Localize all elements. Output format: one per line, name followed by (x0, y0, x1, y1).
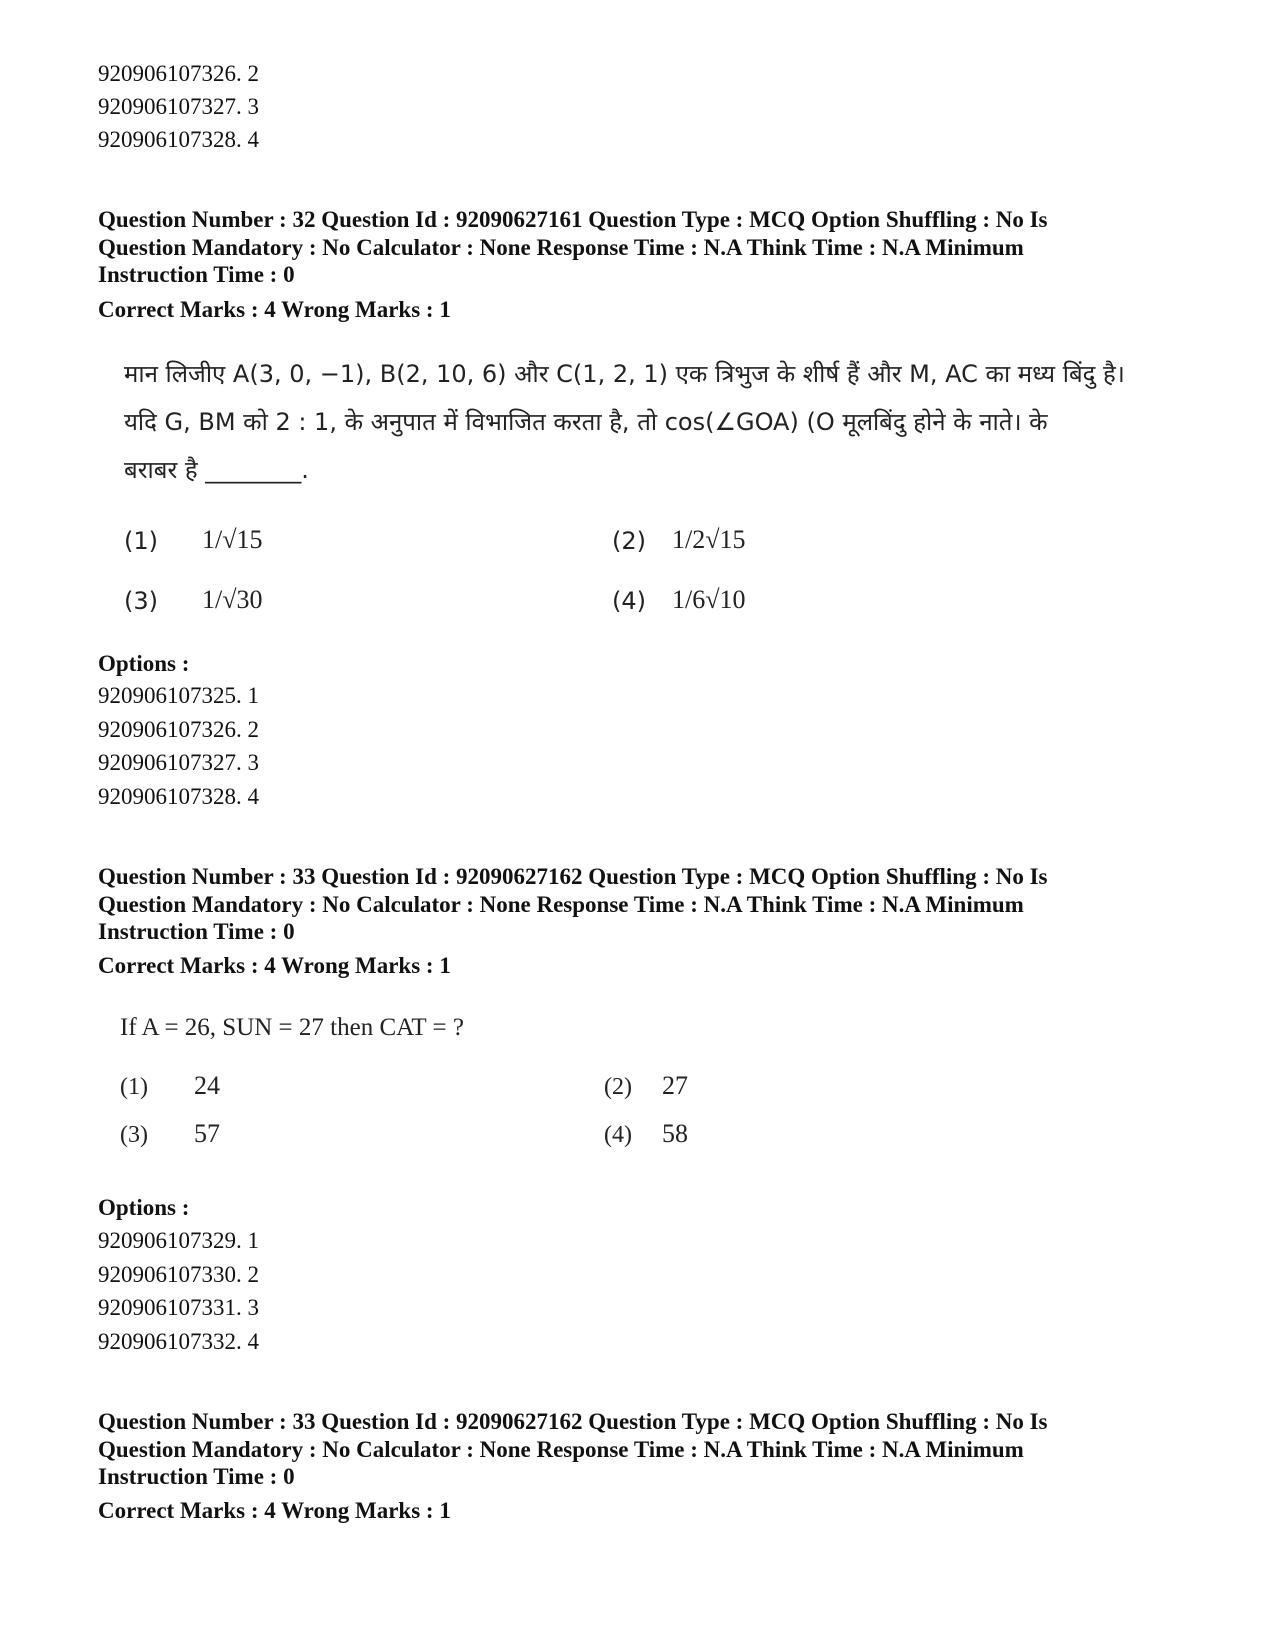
choice-number: (1) (120, 1074, 148, 1100)
option-line: 920906107327. 3 (98, 94, 259, 119)
question-text: If A = 26, SUN = 27 then CAT = ? (120, 1014, 464, 1041)
choice-number: (1) (124, 527, 158, 555)
options-label: Options : (98, 1195, 190, 1220)
option-line: 920906107326. 2 (98, 717, 259, 742)
choice-number: (3) (124, 587, 158, 615)
choice-value: 27 (662, 1071, 688, 1100)
choice-value: 1/6√10 (672, 585, 746, 614)
question-text: यदि G, BM को 2 : 1, के अनुपात में विभाजित करता है, तो cos(∠GOA) (O मूलबिंदु होने के नाते। के (124, 408, 1048, 436)
marks-line: Correct Marks : 4 Wrong Marks : 1 (98, 1498, 451, 1523)
choice-number: (3) (120, 1122, 148, 1148)
option-line: 920906107325. 1 (98, 683, 259, 708)
option-line: 920906107328. 4 (98, 127, 259, 152)
choice-value: 24 (194, 1071, 220, 1100)
options-label: Options : (98, 651, 190, 676)
marks-line: Correct Marks : 4 Wrong Marks : 1 (98, 297, 451, 322)
question-header: Question Mandatory : No Calculator : None Response Time : N.A Think Time : N.A Minimum (98, 235, 1024, 260)
choice-value: 57 (194, 1119, 220, 1148)
question-header: Question Number : 33 Question Id : 92090627162 Question Type : MCQ Option Shuffling : No Is (98, 1409, 1048, 1434)
option-line: 920906107332. 4 (98, 1329, 259, 1354)
question-header: Question Number : 32 Question Id : 92090627161 Question Type : MCQ Option Shuffling : No Is (98, 207, 1048, 232)
question-header: Question Mandatory : No Calculator : None Response Time : N.A Think Time : N.A Minimum (98, 1437, 1024, 1462)
choice-value: 58 (662, 1119, 688, 1148)
option-line: 920906107329. 1 (98, 1228, 259, 1253)
choice-number: (2) (612, 527, 646, 555)
question-header: Instruction Time : 0 (98, 919, 295, 944)
question-text: मान लिजीए A(3, 0, −1), B(2, 10, 6) और C(1, 2, 1) एक त्रिभुज के शीर्ष हैं और M, AC का मध्य बिंदु है। (124, 360, 1125, 388)
choice-number: (4) (612, 587, 646, 615)
question-text: बराबर है ________. (124, 456, 309, 484)
choice-value: 1/2√15 (672, 525, 746, 554)
question-header: Question Mandatory : No Calculator : None Response Time : N.A Think Time : N.A Minimum (98, 892, 1024, 917)
option-line: 920906107326. 2 (98, 61, 259, 86)
choice-value: 1/√30 (202, 585, 263, 614)
question-header: Question Number : 33 Question Id : 92090627162 Question Type : MCQ Option Shuffling : No Is (98, 864, 1048, 889)
option-line: 920906107328. 4 (98, 784, 259, 809)
marks-line: Correct Marks : 4 Wrong Marks : 1 (98, 953, 451, 978)
option-line: 920906107331. 3 (98, 1295, 259, 1320)
choice-value: 1/√15 (202, 525, 263, 554)
question-header: Instruction Time : 0 (98, 1464, 295, 1489)
choice-number: (4) (604, 1122, 632, 1148)
question-header: Instruction Time : 0 (98, 262, 295, 287)
choice-number: (2) (604, 1074, 632, 1100)
option-line: 920906107327. 3 (98, 750, 259, 775)
option-line: 920906107330. 2 (98, 1262, 259, 1287)
